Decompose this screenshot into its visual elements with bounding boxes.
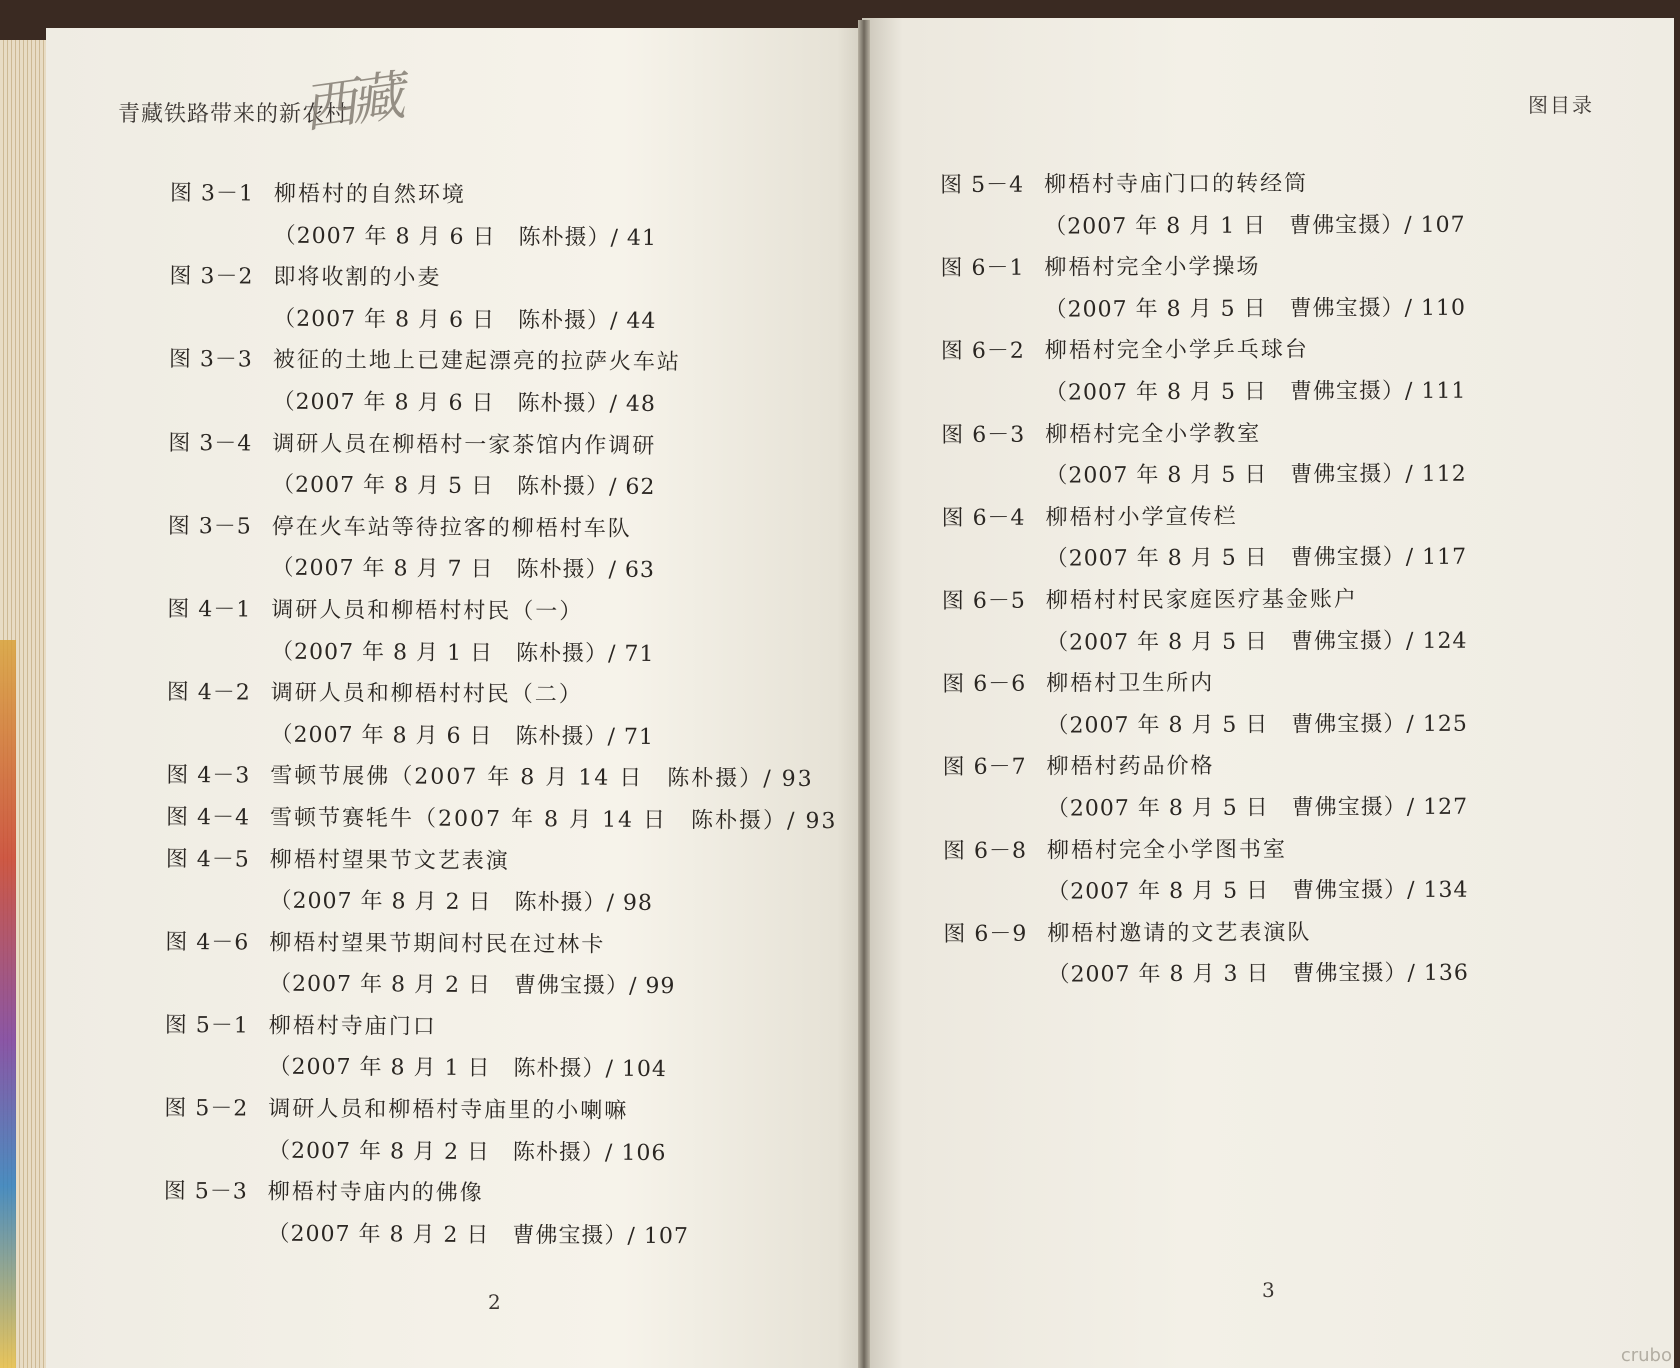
figure-title: 柳梧村邀请的文艺表演队 (1047, 920, 1312, 947)
figure-credit-page: （2007 年 8 月 5 日 曹佛宝摄）/ 134 (1047, 877, 1469, 905)
figure-title: 柳梧村完全小学乒乓球台 (1044, 337, 1309, 364)
figure-number: 图 3－1 (169, 180, 254, 207)
figure-credit-page: （2007 年 8 月 6 日 陈朴摄）/ 44 (273, 306, 657, 334)
figure-title: 柳梧村村民家庭医疗基金账户 (1045, 587, 1358, 614)
figure-title: 调研人员和柳梧村村民（一） (271, 597, 584, 625)
figure-entry (943, 911, 1469, 996)
figure-number: 图 4－2 (166, 680, 251, 706)
page-number-right: 3 (1262, 1278, 1275, 1302)
figure-entry (168, 339, 840, 426)
tibet-logo-mark: 西藏 (298, 64, 403, 141)
figure-title: 停在火车站等待拉客的柳梧村车队 (271, 514, 632, 542)
figure-number: 图 6－6 (942, 671, 1027, 698)
figure-number: 图 5－3 (163, 1179, 248, 1205)
figure-title: 柳梧村寺庙门口的转经筒 (1044, 171, 1309, 198)
figure-credit-page: （2007 年 8 月 7 日 陈朴摄）/ 63 (271, 555, 656, 584)
figure-number: 图 6－5 (941, 588, 1026, 614)
figure-credit-page: （2007 年 8 月 1 日 陈朴摄）/ 104 (268, 1055, 667, 1083)
figure-entry (164, 1088, 836, 1175)
figure-title: 柳梧村的自然环境 (273, 181, 466, 208)
figure-number: 图 5－1 (164, 1012, 249, 1039)
figure-entry (940, 246, 1466, 331)
figure-entry (941, 495, 1467, 580)
figure-entry (163, 1171, 835, 1258)
figure-entry (940, 163, 1466, 248)
figure-entry (169, 173, 841, 260)
figure-credit-page: （2007 年 8 月 2 日 曹佛宝摄）/ 99 (268, 971, 676, 1000)
figure-title: 柳梧村望果节文艺表演 (269, 847, 510, 874)
figure-number: 图 4－4 (165, 804, 251, 831)
figure-entry (169, 256, 841, 343)
figure-entry (167, 589, 839, 676)
figure-title: 调研人员和柳梧村寺庙里的小喇嘛 (268, 1096, 629, 1124)
figure-title: 被征的土地上已建起漂亮的拉萨火车站 (272, 348, 681, 376)
scan-watermark: crubo (1620, 1345, 1672, 1366)
figure-number: 图 3－5 (167, 513, 252, 540)
figure-title: 调研人员和柳梧村村民（二） (270, 680, 583, 708)
figure-title: 雪顿节展佛（2007 年 8 月 14 日 陈朴摄）/ 93 (270, 763, 814, 793)
figure-credit-page: （2007 年 8 月 5 日 陈朴摄）/ 62 (272, 472, 656, 501)
figure-credit-page: （2007 年 8 月 5 日 曹佛宝摄）/ 111 (1044, 378, 1467, 406)
figure-number: 图 6－7 (942, 754, 1027, 781)
figure-number: 图 6－4 (941, 505, 1026, 531)
figure-entry (941, 412, 1467, 497)
figure-number: 图 4－5 (165, 846, 250, 873)
figure-number: 图 4－1 (167, 596, 252, 623)
figure-title: 柳梧村药品价格 (1046, 754, 1215, 780)
figure-credit-page: （2007 年 8 月 5 日 曹佛宝摄）/ 112 (1045, 461, 1467, 489)
figure-credit-page: （2007 年 8 月 2 日 曹佛宝摄）/ 107 (267, 1221, 689, 1250)
figure-number: 图 4－6 (165, 929, 250, 956)
figure-number: 图 6－8 (942, 838, 1028, 864)
figure-title: 柳梧村寺庙门口 (268, 1013, 437, 1040)
figure-title: 柳梧村望果节期间村民在过林卡 (269, 930, 606, 958)
figure-entry (167, 506, 839, 593)
figure-entry (166, 755, 838, 801)
figure-entry (942, 662, 1468, 747)
figure-entry (943, 745, 1469, 830)
figure-number: 图 6－9 (943, 921, 1028, 947)
figure-credit-page: （2007 年 8 月 1 日 陈朴摄）/ 71 (271, 639, 655, 667)
figure-number: 图 3－2 (169, 264, 254, 290)
figure-list-right (940, 163, 1469, 997)
figure-credit-page: （2007 年 8 月 5 日 曹佛宝摄）/ 124 (1046, 628, 1468, 656)
page-number-left: 2 (488, 1290, 501, 1314)
figure-title: 柳梧村寺庙内的佛像 (267, 1179, 484, 1207)
figure-credit-page: （2007 年 8 月 5 日 曹佛宝摄）/ 110 (1044, 295, 1467, 323)
figure-number: 图 6－1 (940, 255, 1025, 282)
figure-entry (165, 922, 837, 1009)
figure-title: 即将收割的小麦 (273, 264, 442, 291)
figure-entry (943, 828, 1469, 913)
figure-entry (165, 838, 837, 925)
figure-number: 图 5－4 (940, 172, 1025, 198)
figure-number: 图 4－3 (166, 763, 251, 789)
color-strip (0, 640, 16, 1368)
running-head-book-title: 青藏铁路带来的新农村 (118, 102, 349, 127)
figure-number: 图 3－3 (168, 347, 253, 373)
figure-entry (168, 423, 840, 510)
figure-credit-page: （2007 年 8 月 5 日 曹佛宝摄）/ 117 (1045, 545, 1468, 572)
figure-entry (166, 672, 838, 759)
figure-credit-page: （2007 年 8 月 6 日 陈朴摄）/ 48 (272, 389, 657, 417)
figure-title: 雪顿节赛牦牛（2007 年 8 月 14 日 陈朴摄）/ 93 (269, 805, 838, 834)
figure-number: 图 3－4 (168, 430, 253, 457)
figure-credit-page: （2007 年 8 月 1 日 曹佛宝摄）/ 107 (1044, 212, 1466, 240)
figure-credit-page: （2007 年 8 月 3 日 曹佛宝摄）/ 136 (1047, 960, 1469, 988)
figure-title: 调研人员在柳梧村一家茶馆内作调研 (272, 431, 657, 459)
figure-title: 柳梧村完全小学教室 (1045, 421, 1262, 448)
figure-number: 图 6－3 (941, 422, 1026, 448)
figure-credit-page: （2007 年 8 月 5 日 曹佛宝摄）/ 127 (1046, 794, 1469, 822)
figure-credit-page: （2007 年 8 月 6 日 陈朴摄）/ 41 (273, 223, 658, 251)
figure-list-left (163, 173, 841, 1259)
figure-credit-page: （2007 年 8 月 2 日 陈朴摄）/ 106 (267, 1138, 667, 1166)
figure-credit-page: （2007 年 8 月 6 日 陈朴摄）/ 71 (270, 722, 654, 750)
figure-entry (166, 797, 838, 843)
figure-title: 柳梧村完全小学操场 (1044, 254, 1261, 281)
figure-title: 柳梧村小学宣传栏 (1045, 504, 1238, 531)
figure-entry (164, 1005, 836, 1092)
book-gutter (858, 20, 870, 1368)
figure-credit-page: （2007 年 8 月 2 日 陈朴摄）/ 98 (269, 888, 653, 917)
figure-title: 柳梧村完全小学图书室 (1046, 836, 1288, 864)
figure-entry (942, 579, 1468, 664)
figure-credit-page: （2007 年 8 月 5 日 曹佛宝摄）/ 125 (1046, 711, 1468, 739)
running-head-section: 图目录 (1528, 93, 1594, 117)
figure-title: 柳梧村卫生所内 (1046, 670, 1215, 697)
figure-entry (941, 329, 1467, 414)
figure-number: 图 6－2 (940, 339, 1025, 365)
figure-number: 图 5－2 (164, 1096, 249, 1122)
